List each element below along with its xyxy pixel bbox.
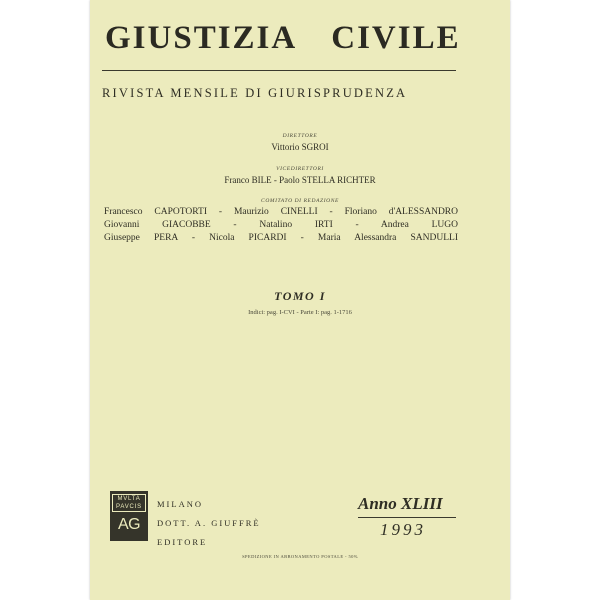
volume-title: TOMO I (274, 289, 326, 303)
publisher-logo (110, 491, 148, 541)
publisher-block (157, 495, 261, 552)
vice-directors-names: Franco BILE - Paolo STELLA RICHTER (224, 175, 376, 185)
editorial-board-row: Francesco CAPOTORTI - Maurizio CINELLI - Floriano d'ALESSANDRO (104, 207, 458, 217)
director-label: DIRETTORE (282, 133, 318, 139)
journal-cover-page (90, 0, 510, 600)
publisher-name: DOTT. A. GIUFFRÈ (157, 518, 261, 528)
volume-year-label: Anno XLIII (358, 494, 443, 513)
title-rule (102, 70, 456, 71)
journal-title-word-2: CIVILE (331, 20, 461, 56)
postal-note: SPEDIZIONE IN ABBONAMENTO POSTALE - 50% (242, 554, 358, 559)
publisher-role: EDITORE (157, 537, 208, 547)
journal-title-word-1: GIUSTIZIA (105, 20, 298, 56)
editorial-board-row: Giuseppe PERA - Nicola PICARDI - Maria Alessandra SANDULLI (104, 233, 458, 243)
index-pages-note: Indici: pag. I-CVI - Parte I: pag. 1-1716 (248, 309, 352, 316)
publisher-city: MILANO (157, 499, 203, 509)
journal-subtitle: RIVISTA MENSILE DI GIURISPRUDENZA (102, 86, 408, 100)
publication-year: 1993 (380, 520, 426, 539)
logo-motto-line: PAVCIS (116, 504, 142, 510)
logo-monogram: AG (117, 516, 141, 533)
vice-directors-label: VICEDIRETTORI (276, 166, 324, 172)
director-name: Vittorio SGROI (271, 142, 329, 152)
logo-motto-line: MVLTA (117, 496, 141, 502)
editorial-board-label: COMITATO DI REDAZIONE (261, 198, 339, 204)
journal-title (105, 20, 461, 57)
logo-motto (112, 494, 146, 512)
editorial-board-row: Giovanni GIACOBBE - Natalino IRTI - Andrea LUGO (104, 220, 458, 230)
year-rule (358, 517, 456, 518)
